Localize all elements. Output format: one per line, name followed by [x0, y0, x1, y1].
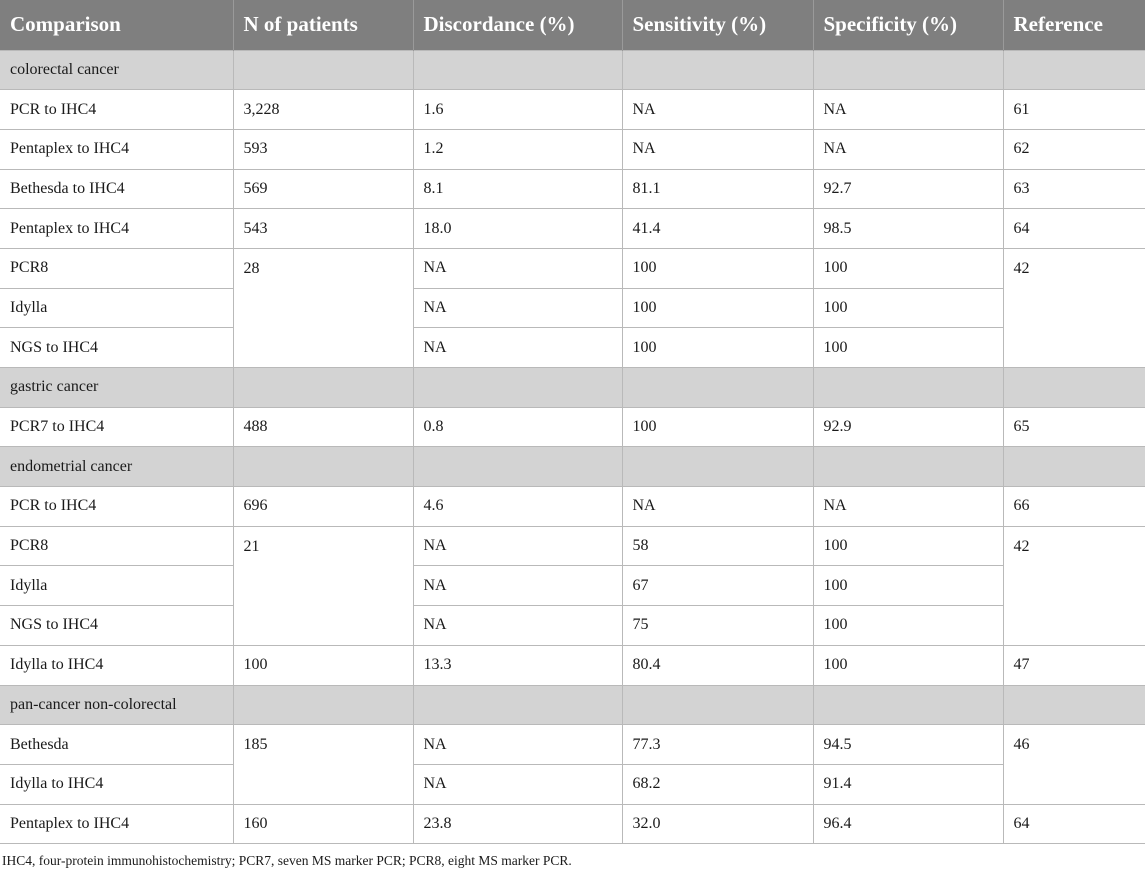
table-row [0, 606, 1145, 646]
cell-specificity: 100 [813, 645, 1003, 685]
cell-comparison: Idylla [0, 566, 233, 606]
cell-reference: 64 [1003, 209, 1145, 249]
cell-reference: 42 [1003, 526, 1145, 645]
cell-n-patients: 696 [233, 487, 413, 527]
cell-comparison: NGS to IHC4 [0, 328, 233, 368]
group-label: colorectal cancer [0, 50, 233, 90]
cell-discordance: 4.6 [413, 487, 622, 527]
cell-reference: 61 [1003, 90, 1145, 130]
cell-comparison: Pentaplex to IHC4 [0, 804, 233, 844]
cell-sensitivity: 77.3 [622, 725, 813, 765]
table-row [0, 725, 1145, 765]
cell-n-patients: 593 [233, 129, 413, 169]
cell-sensitivity: 67 [622, 566, 813, 606]
table-footnote: IHC4, four-protein immunohistochemistry; PCR7, seven MS marker PCR; PCR8, eight MS marker PCR. [2, 853, 572, 869]
cell-n-patients: 488 [233, 407, 413, 447]
cell-sensitivity: 75 [622, 606, 813, 646]
cell-specificity: 92.9 [813, 407, 1003, 447]
header-reference: Reference [1003, 0, 1145, 50]
cell-reference: 47 [1003, 645, 1145, 685]
cell-comparison: Bethesda [0, 725, 233, 765]
header-sensitivity: Sensitivity (%) [622, 0, 813, 50]
table-row [0, 90, 1145, 130]
table-row [0, 288, 1145, 328]
cell-n-patients: 28 [233, 248, 413, 367]
cell-reference: 64 [1003, 804, 1145, 844]
cell-comparison: Idylla to IHC4 [0, 645, 233, 685]
group-row-gastric [0, 368, 1145, 408]
table-row [0, 407, 1145, 447]
cell-reference: 42 [1003, 248, 1145, 367]
cell-sensitivity: NA [622, 487, 813, 527]
cell-discordance: 1.6 [413, 90, 622, 130]
cell-comparison: Idylla to IHC4 [0, 764, 233, 804]
cell-sensitivity: 80.4 [622, 645, 813, 685]
group-row-endometrial [0, 447, 1145, 487]
table-row [0, 248, 1145, 288]
cell-specificity: 94.5 [813, 725, 1003, 765]
header-discordance: Discordance (%) [413, 0, 622, 50]
cell-comparison: PCR7 to IHC4 [0, 407, 233, 447]
cell-comparison: PCR to IHC4 [0, 90, 233, 130]
table-row [0, 487, 1145, 527]
cell-specificity: 91.4 [813, 764, 1003, 804]
cell-discordance: NA [413, 606, 622, 646]
cell-n-patients: 160 [233, 804, 413, 844]
cell-specificity: 100 [813, 526, 1003, 566]
cell-discordance: NA [413, 288, 622, 328]
cell-discordance: 1.2 [413, 129, 622, 169]
table-row [0, 129, 1145, 169]
cell-comparison: PCR8 [0, 248, 233, 288]
cell-sensitivity: 100 [622, 248, 813, 288]
header-n-patients: N of patients [233, 0, 413, 50]
cell-discordance: NA [413, 328, 622, 368]
cell-sensitivity: 100 [622, 407, 813, 447]
cell-comparison: Pentaplex to IHC4 [0, 209, 233, 249]
cell-specificity: NA [813, 90, 1003, 130]
cell-discordance: NA [413, 248, 622, 288]
cell-n-patients: 543 [233, 209, 413, 249]
table-row [0, 169, 1145, 209]
cell-comparison: Pentaplex to IHC4 [0, 129, 233, 169]
cell-specificity: 92.7 [813, 169, 1003, 209]
cell-specificity: 100 [813, 328, 1003, 368]
cell-n-patients: 185 [233, 725, 413, 804]
table-row [0, 566, 1145, 606]
cell-comparison: Idylla [0, 288, 233, 328]
cell-discordance: NA [413, 764, 622, 804]
cell-specificity: NA [813, 129, 1003, 169]
cell-specificity: 98.5 [813, 209, 1003, 249]
cell-discordance: 0.8 [413, 407, 622, 447]
cell-sensitivity: 100 [622, 328, 813, 368]
table-row [0, 526, 1145, 566]
table-row [0, 328, 1145, 368]
cell-n-patients: 21 [233, 526, 413, 645]
cell-discordance: NA [413, 566, 622, 606]
group-label: gastric cancer [0, 368, 233, 408]
cell-sensitivity: 100 [622, 288, 813, 328]
cell-discordance: 18.0 [413, 209, 622, 249]
cell-sensitivity: 68.2 [622, 764, 813, 804]
table-row [0, 645, 1145, 685]
cell-discordance: 8.1 [413, 169, 622, 209]
cell-discordance: NA [413, 526, 622, 566]
cell-discordance: 13.3 [413, 645, 622, 685]
cell-specificity: 100 [813, 606, 1003, 646]
header-specificity: Specificity (%) [813, 0, 1003, 50]
group-row-pan-cancer [0, 685, 1145, 725]
cell-comparison: NGS to IHC4 [0, 606, 233, 646]
cell-comparison: PCR to IHC4 [0, 487, 233, 527]
cell-reference: 63 [1003, 169, 1145, 209]
cell-comparison: Bethesda to IHC4 [0, 169, 233, 209]
cell-sensitivity: 32.0 [622, 804, 813, 844]
cell-discordance: NA [413, 725, 622, 765]
cell-specificity: 100 [813, 288, 1003, 328]
cell-n-patients: 569 [233, 169, 413, 209]
cell-sensitivity: NA [622, 90, 813, 130]
group-label: pan-cancer non-colorectal [0, 685, 233, 725]
cell-reference: 46 [1003, 725, 1145, 804]
cell-n-patients: 100 [233, 645, 413, 685]
cell-specificity: NA [813, 487, 1003, 527]
cell-specificity: 100 [813, 566, 1003, 606]
table-row [0, 209, 1145, 249]
cell-discordance: 23.8 [413, 804, 622, 844]
cell-reference: 65 [1003, 407, 1145, 447]
cell-specificity: 100 [813, 248, 1003, 288]
cell-sensitivity: NA [622, 129, 813, 169]
header-comparison: Comparison [0, 0, 233, 50]
group-row-colorectal [0, 50, 1145, 90]
cell-comparison: PCR8 [0, 526, 233, 566]
cell-sensitivity: 81.1 [622, 169, 813, 209]
table-row [0, 764, 1145, 804]
cell-reference: 62 [1003, 129, 1145, 169]
table-header-row [0, 0, 1145, 50]
cell-specificity: 96.4 [813, 804, 1003, 844]
cell-sensitivity: 58 [622, 526, 813, 566]
group-label: endometrial cancer [0, 447, 233, 487]
cell-n-patients: 3,228 [233, 90, 413, 130]
cell-reference: 66 [1003, 487, 1145, 527]
cell-sensitivity: 41.4 [622, 209, 813, 249]
table-row [0, 804, 1145, 844]
